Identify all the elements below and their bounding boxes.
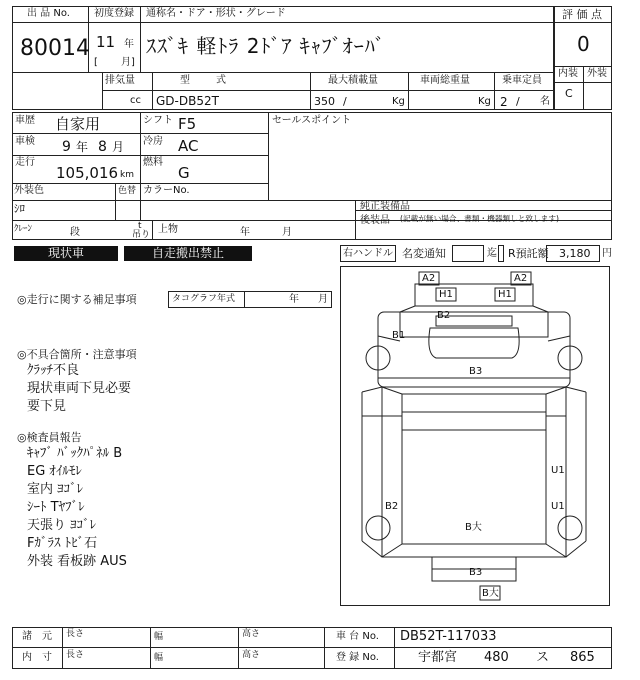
interior-grade: C xyxy=(565,87,573,100)
defects-title: ◎不具合箇所・注意事項 xyxy=(17,348,137,361)
damage-mark-u1-upper: U1 xyxy=(551,465,565,476)
registration-number-label: 登 録 No. xyxy=(336,652,379,663)
damage-mark-b-large-rear: B大 xyxy=(482,588,499,599)
history-label: 車歴 xyxy=(15,115,35,126)
sales-point-label: セールスポイント xyxy=(272,115,352,126)
plate-kana: ス xyxy=(536,650,550,665)
damage-mark-b1: B1 xyxy=(392,330,406,341)
plate-number: 865 xyxy=(570,650,595,665)
interior-label: 内装 xyxy=(558,68,578,79)
top-equipment-label: 上物 xyxy=(158,224,178,235)
capacity-value: 2 xyxy=(500,95,508,109)
registration-year: 11 xyxy=(96,33,116,51)
top-equipment-year: 年 xyxy=(240,227,250,238)
ac-value: AC xyxy=(178,137,199,155)
max-load-unit: Kg xyxy=(392,96,405,107)
car-name: ｽｽﾞｷ 軽ﾄﾗ 2ﾄﾞｱ ｷｬﾌﾞｵｰﾊﾞ xyxy=(146,34,386,58)
damage-mark-a2-right: A2 xyxy=(514,273,528,284)
inner-height-label: 高さ xyxy=(242,650,261,660)
outline-box xyxy=(498,245,504,262)
max-load-value: 350 xyxy=(314,95,335,108)
no-self-drive-badge: 自走搬出禁止 xyxy=(124,246,252,261)
fuel-value: G xyxy=(178,164,190,182)
yen-unit: 円 xyxy=(602,248,612,259)
chassis-number: DB52T-117033 xyxy=(400,629,497,644)
damage-mark-b-large: B大 xyxy=(465,522,482,533)
defect-item: ｸﾗｯﾁ不良 xyxy=(27,363,80,378)
standard-equipment-label: 純正装備品 xyxy=(360,201,410,212)
plate-class: 480 xyxy=(484,650,509,665)
top-equipment-month: 月 xyxy=(282,227,292,238)
damage-mark-b3-cab: B3 xyxy=(469,366,483,377)
mileage-label: 走行 xyxy=(15,157,35,168)
crane-hang-label: 吊り xyxy=(132,230,151,240)
gross-weight-unit: Kg xyxy=(478,96,491,107)
name-change-label: 名変通知 xyxy=(402,247,446,260)
rating-label: 評 価 点 xyxy=(562,8,602,21)
damage-mark-b3-tail: B3 xyxy=(469,567,483,578)
inner-length-label: 長さ xyxy=(66,650,85,660)
mileage-unit: km xyxy=(120,170,134,180)
chassis-number-label: 車 台 No. xyxy=(336,631,379,642)
lot-number: 80014 xyxy=(20,36,90,61)
lot-number-label: 出 品 No. xyxy=(27,8,70,19)
month-unit: 月] xyxy=(121,57,135,68)
inspector-title: ◎検査員報告 xyxy=(17,431,82,444)
defect-item: 現状車両下見必要 xyxy=(27,381,132,396)
exterior-color-value: ｼﾛ xyxy=(14,202,25,215)
capacity-slash: / xyxy=(516,95,520,108)
car-name-label: 通称名・ドア・形状・グレード xyxy=(146,8,286,19)
inspector-item: 室内 ﾖｺﾞﾚ xyxy=(27,482,84,497)
inspection-year: 9 xyxy=(62,139,71,155)
first-registration-label: 初度登録 xyxy=(94,8,134,19)
inspection-month: 8 xyxy=(98,139,107,155)
inspector-item: 外装 看板跡 AUS xyxy=(27,554,127,569)
recycle-fee-label: R預託額 xyxy=(508,247,549,260)
mileage-value: 105,016 xyxy=(56,164,119,182)
gross-weight-label: 車両総重量 xyxy=(420,75,470,86)
defect-item: 要下見 xyxy=(27,399,67,414)
capacity-label: 乗車定員 xyxy=(502,75,542,86)
post-install-label: 後装品 xyxy=(360,215,390,226)
inner-dimensions-label: 内 寸 xyxy=(22,652,52,663)
model-code: GD-DB52T xyxy=(156,94,219,108)
plate-region: 宇都宮 xyxy=(418,650,458,665)
exterior-color-label: 外装色 xyxy=(14,185,44,196)
width-label: 幅 xyxy=(154,632,164,642)
post-install-note: (記載が無い場合、書類・機器類しと致します) xyxy=(400,215,559,224)
color-number-label: カラーNo. xyxy=(143,185,190,196)
history-value: 自家用 xyxy=(55,115,101,133)
tachograph-month-unit: 月 xyxy=(318,294,328,305)
damage-mark-a2-left: A2 xyxy=(422,273,436,284)
color-change-label: 色替 xyxy=(118,186,137,196)
recycle-fee-value: 3,180 xyxy=(559,247,591,260)
tachograph-label: タコグラフ年式 xyxy=(172,294,236,304)
shift-label: シフト xyxy=(143,115,173,126)
truck-diagram xyxy=(340,266,610,606)
supplement-title: ◎走行に関する補足事項 xyxy=(17,293,137,306)
year-unit: 年 xyxy=(124,39,134,50)
damage-mark-h1-left: H1 xyxy=(439,289,453,300)
displacement-unit: cc xyxy=(130,95,141,106)
month-bracket: [ xyxy=(94,57,98,68)
inspector-item: ｷｬﾌﾞ ﾊﾞｯｸﾊﾟﾈﾙ B xyxy=(27,446,123,461)
tachograph-year-unit: 年 xyxy=(289,294,299,305)
crane-label: ｸﾚｰﾝ xyxy=(14,224,33,234)
footer-frame xyxy=(12,627,612,669)
inspector-item: 天張り ﾖｺﾞﾚ xyxy=(27,518,97,533)
ac-label: 冷房 xyxy=(143,136,163,147)
inspection-month-unit: 月 xyxy=(112,140,125,154)
height-label: 高さ xyxy=(242,629,261,639)
inner-width-label: 幅 xyxy=(154,653,164,663)
inspector-item: EG ｵｲﾙﾓﾚ xyxy=(27,464,82,479)
damage-mark-b2-side: B2 xyxy=(385,501,399,512)
inspection-label: 車検 xyxy=(15,136,35,147)
shift-value: F5 xyxy=(178,115,197,133)
capacity-unit: 名 xyxy=(540,96,550,107)
exterior-label: 外装 xyxy=(587,68,607,79)
length-label: 長さ xyxy=(66,629,85,639)
max-load-slash: / xyxy=(343,95,347,108)
inspection-year-unit: 年 xyxy=(76,140,89,154)
crane-ton-unit: t xyxy=(138,221,142,231)
model-label: 型 式 xyxy=(180,75,228,86)
current-condition-badge: 現状車 xyxy=(14,246,118,261)
outline-label: 迄 xyxy=(487,248,497,259)
damage-mark-b2-top: B2 xyxy=(437,310,451,321)
fuel-label: 燃料 xyxy=(143,157,163,168)
max-load-label: 最大積載量 xyxy=(328,75,378,86)
crane-stage-unit: 段 xyxy=(70,227,80,238)
displacement-label: 排気量 xyxy=(105,75,135,86)
inspector-item: ｼｰﾄ Tﾔﾌﾞﾚ xyxy=(27,500,85,515)
damage-mark-h1-right: H1 xyxy=(498,289,512,300)
inspector-item: Fｶﾞﾗｽ ﾄﾋﾞ石 xyxy=(27,536,98,551)
name-change-box xyxy=(452,245,484,262)
steering-label: 右ハンドル xyxy=(343,248,393,259)
rating-value: 0 xyxy=(577,32,590,56)
damage-mark-u1-lower: U1 xyxy=(551,501,565,512)
dimensions-label: 諸 元 xyxy=(22,631,52,642)
